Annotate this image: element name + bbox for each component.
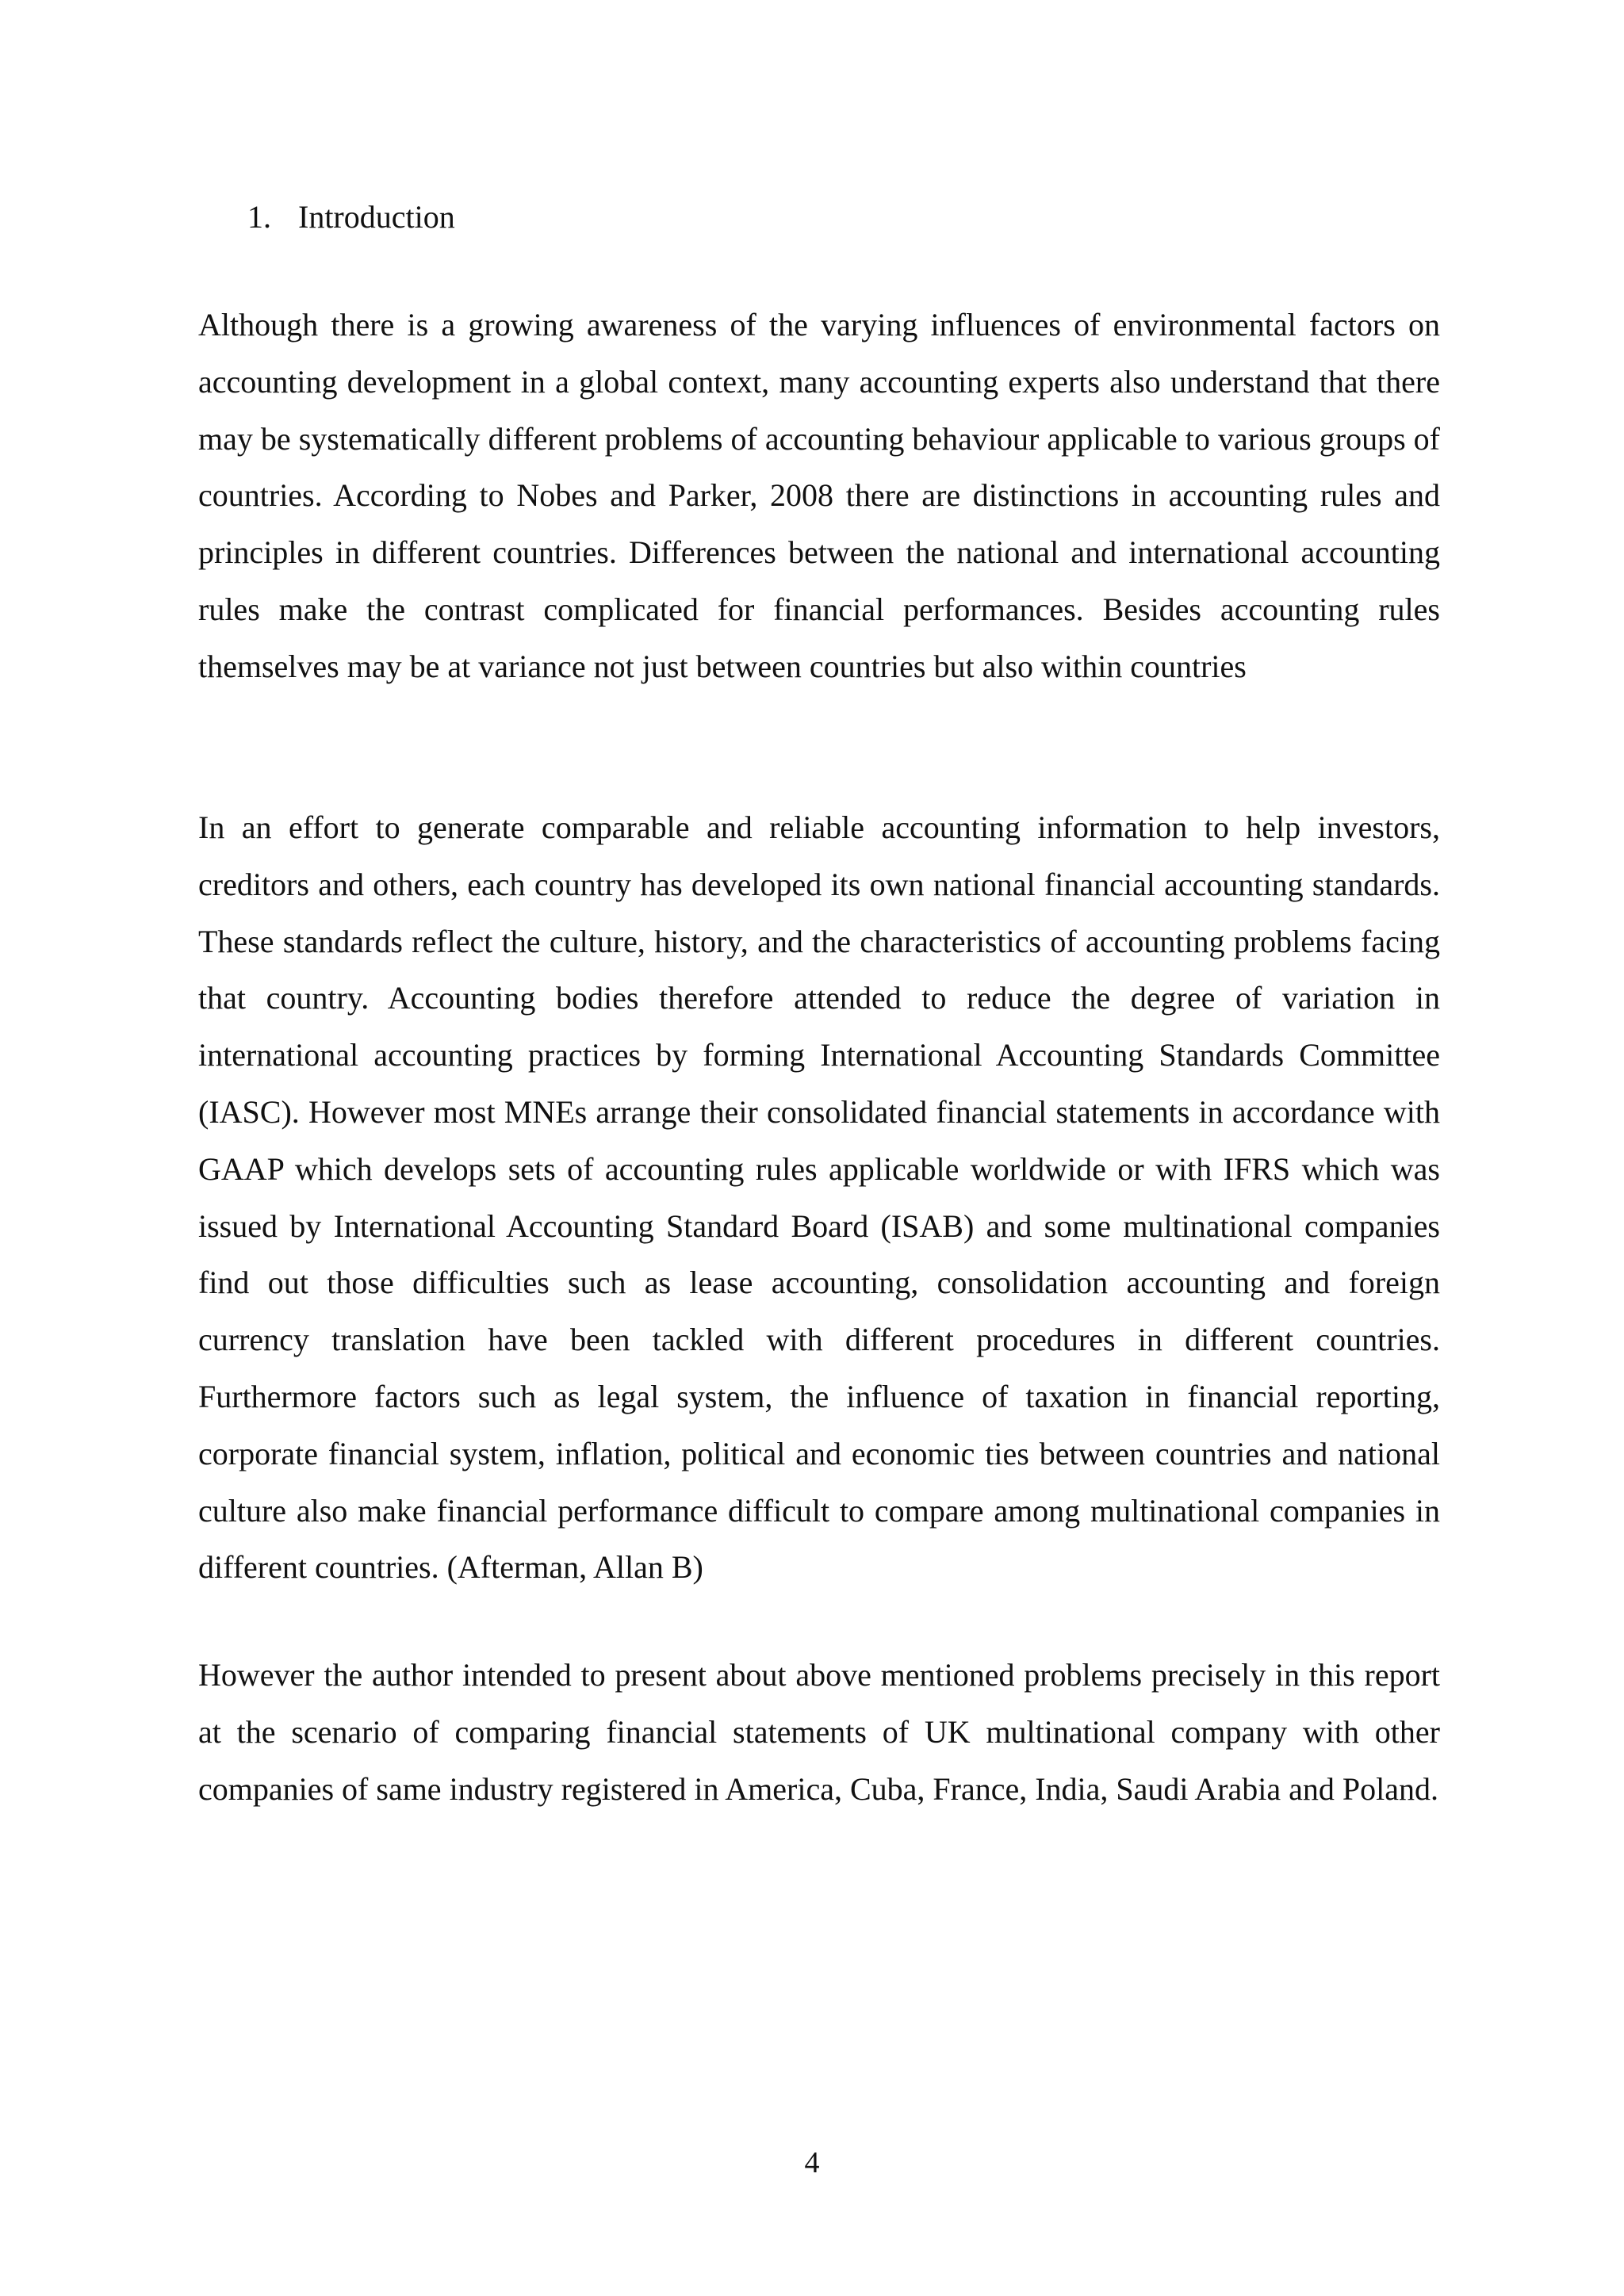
- paragraph-intro-2: In an effort to generate comparable and reliable accounting information to help investors, creditors and others, each country has developed its own national financial accounting standards. These standards reflect the culture, history, and the characteristics of accounting problems facing that country. Accounting bodies therefore attended to reduce the degree of variation in international accounting practices by forming International Accounting Standards Committee (IASC). However most MNEs arrange their consolidated financial statements in accordance with GAAP which develops sets of accounting rules applicable worldwide or with IFRS which was issued by International Accounting Standard Board (ISAB) and some multinational companies find out those difficulties such as lease accounting, consolidation accounting and foreign currency translation have been tackled with different procedures in different countries. Furthermore factors such as legal system, the influence of taxation in financial reporting, corporate financial system, inflation, political and economic ties between countries and national culture also make financial performance difficult to compare among multinational companies in different countries. (Afterman, Allan B): [198, 809, 1440, 1586]
- section-title: Introduction: [298, 199, 455, 235]
- page-number: 4: [804, 2146, 820, 2179]
- section-number: 1.: [247, 199, 271, 235]
- paragraph-intro-1: Although there is a growing awareness of the varying influences of environmental factors on accounting development in a global context, many accounting experts also understand that there may be systematically different problems of accounting behaviour applicable to various groups of countries. According to Nobes and Parker, 2008 there are distinctions in accounting rules and principles in different countries. Differences between the national and international accounting rules make the contrast complicated for financial performances. Besides accounting rules themselves may be at variance not just between countries but also within countries: [198, 307, 1440, 684]
- section-heading: [247, 195, 455, 239]
- paragraph-intro-3: However the author intended to present about above mentioned problems precisely in this report at the scenario of comparing financial statements of UK multinational company with other companies of same industry registered in America, Cuba, France, India, Saudi Arabia and Poland.: [198, 1657, 1440, 1807]
